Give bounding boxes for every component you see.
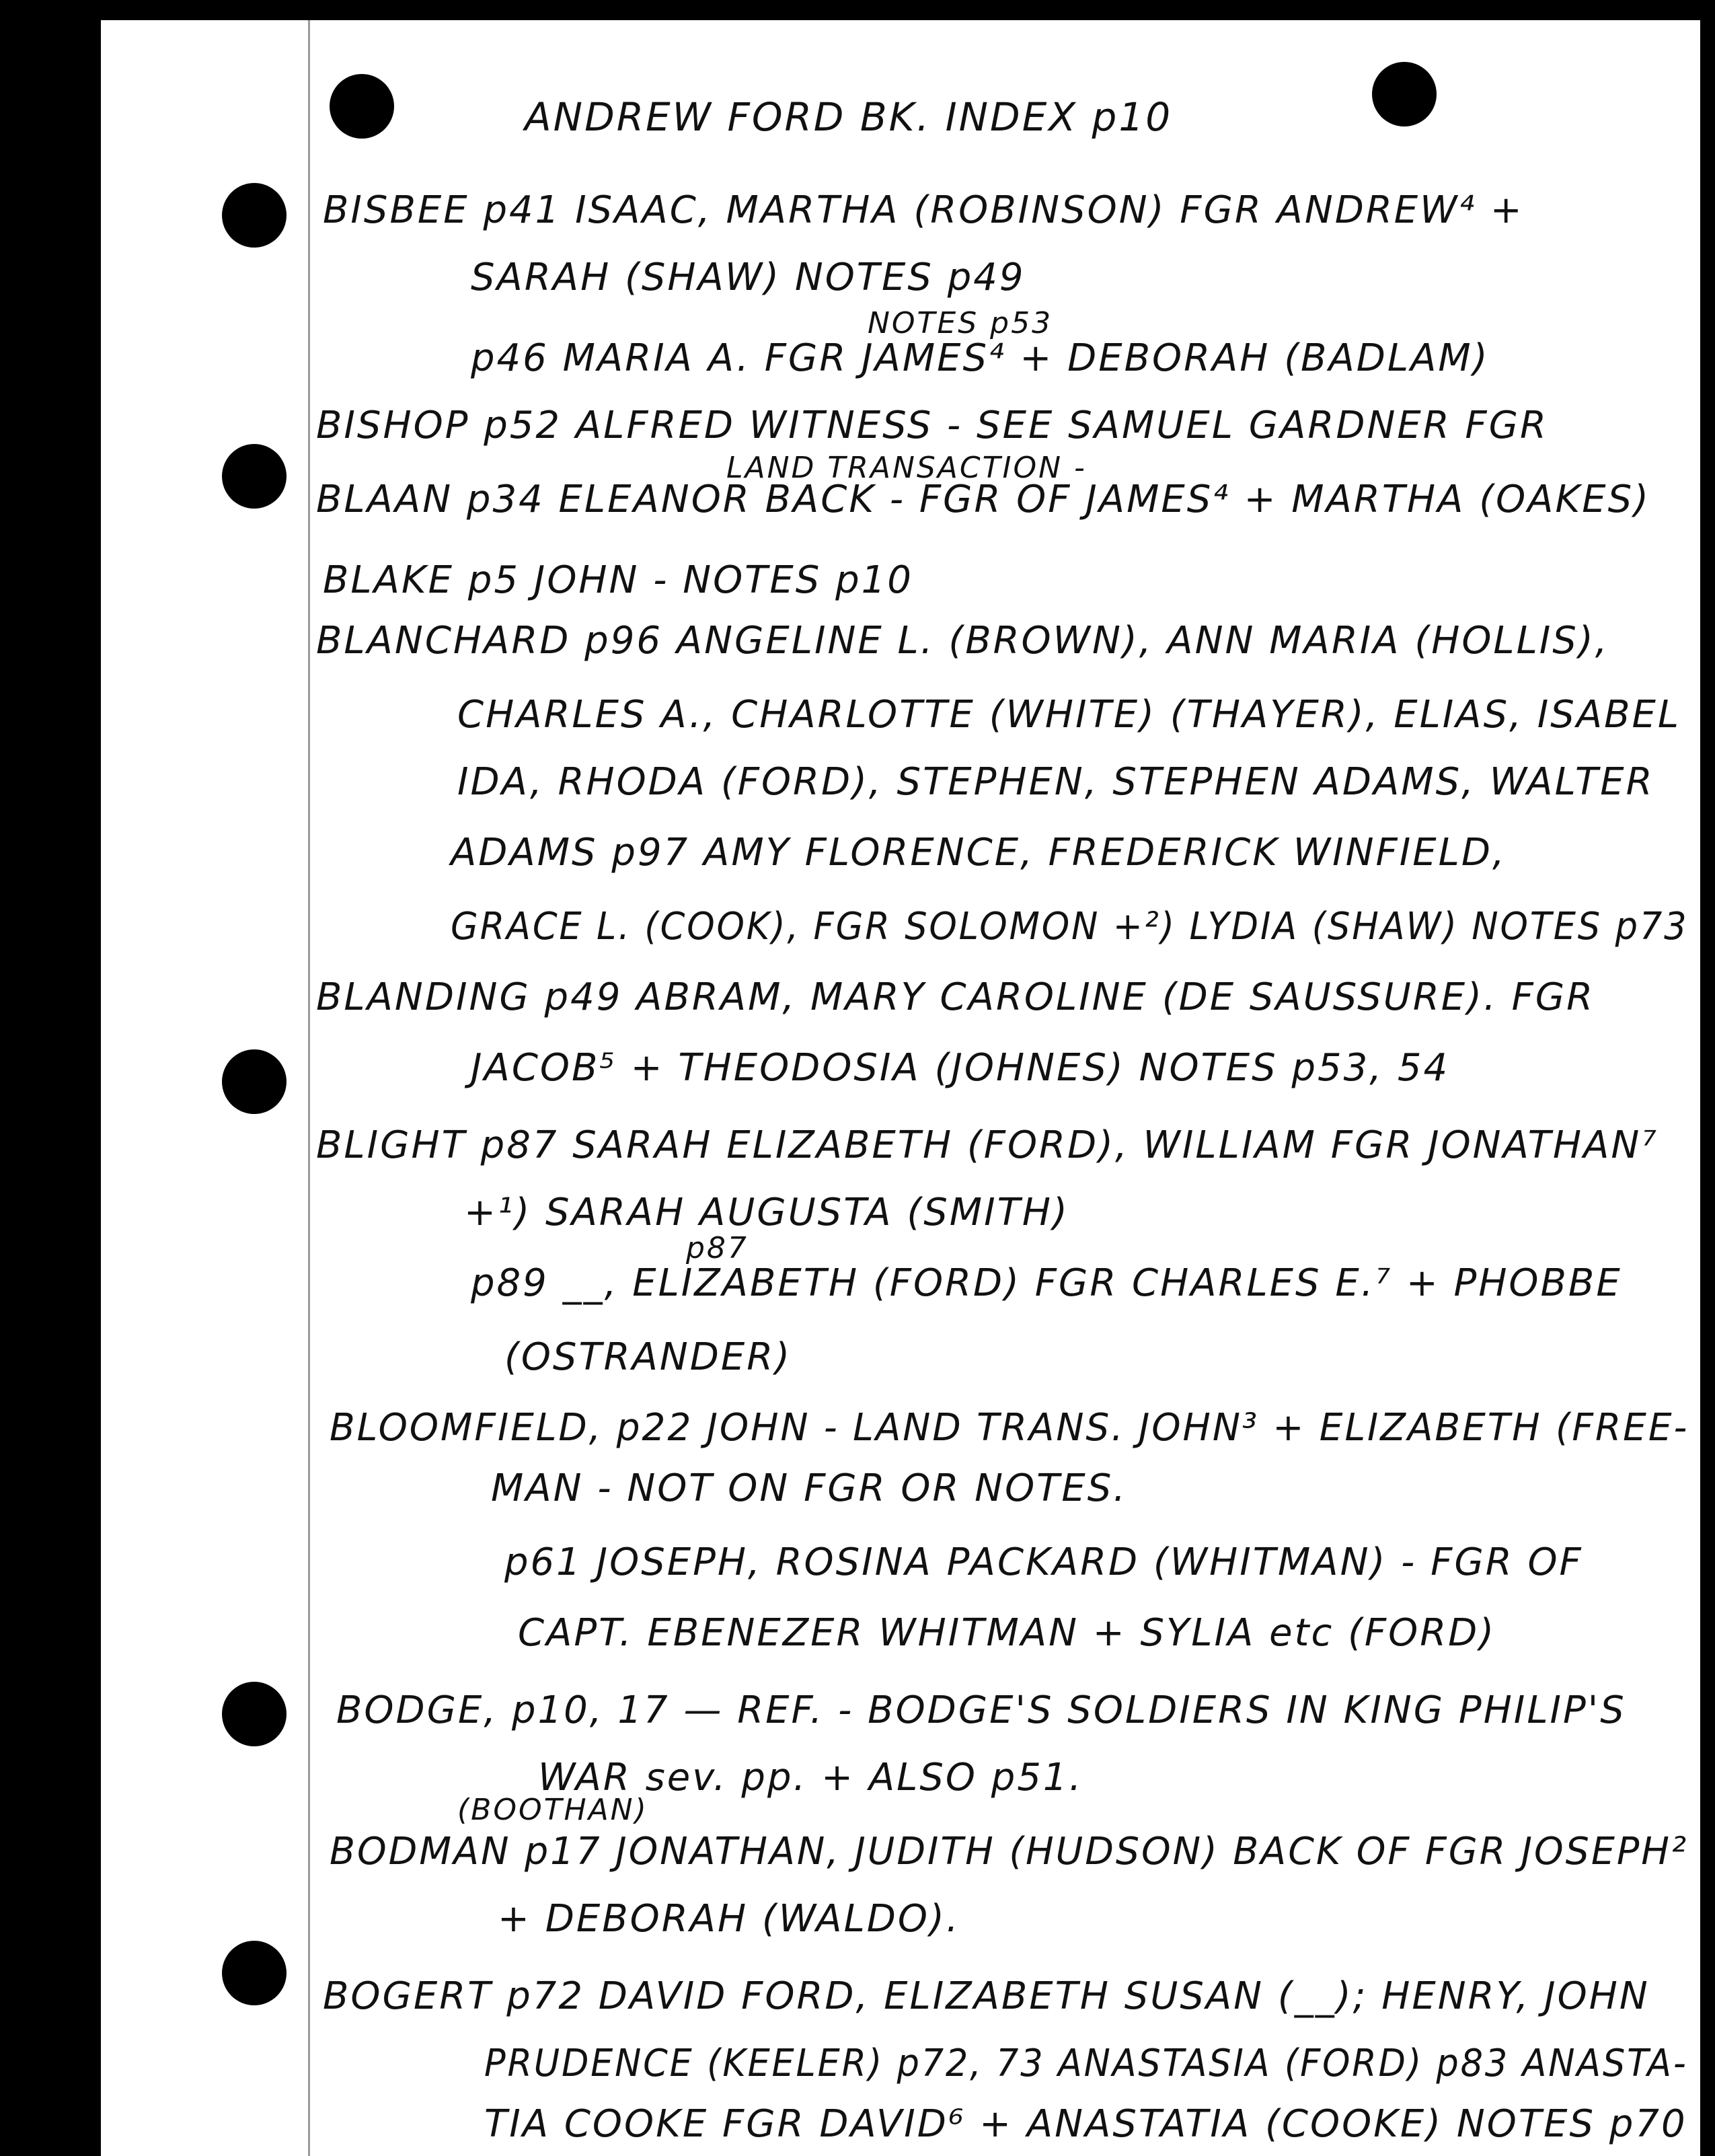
index-line: BISHOP p52 ALFRED WITNESS - SEE SAMUEL GARDNER FGR: [316, 404, 1548, 447]
index-line: PRUDENCE (KEELER) p72, 73 ANASTASIA (FORD) p83 ANASTA-: [484, 2042, 1688, 2085]
index-line: p61 JOSEPH, ROSINA PACKARD (WHITMAN) - FGR OF: [504, 1540, 1583, 1584]
index-line: p46 MARIA A. FGR JAMES⁴ + DEBORAH (BADLAM): [471, 336, 1490, 380]
index-line: TIA COOKE FGR DAVID⁶ + ANASTATIA (COOKE) NOTES p70: [484, 2102, 1687, 2146]
index-line: BLANCHARD p96 ANGELINE L. (BROWN), ANN MARIA (HOLLIS),: [316, 619, 1609, 663]
index-line: CAPT. EBENEZER WHITMAN + SYLIA etc (FORD): [518, 1611, 1496, 1655]
index-line: (OSTRANDER): [504, 1335, 792, 1379]
index-line: BLANDING p49 ABRAM, MARY CAROLINE (DE SAUSSURE). FGR: [316, 975, 1595, 1019]
index-line: BLOOMFIELD, p22 JOHN - LAND TRANS. JOHN³ + ELIZABETH (FREE-: [330, 1406, 1689, 1450]
index-line: JACOB⁵ + THEODOSIA (JOHNES) NOTES p53, 54: [471, 1046, 1450, 1090]
index-line: ADAMS p97 AMY FLORENCE, FREDERICK WINFIELD,: [451, 831, 1507, 875]
index-line: + DEBORAH (WALDO).: [498, 1897, 960, 1941]
index-line: BLAAN p34 ELEANOR BACK - FGR OF JAMES⁴ + MARTHA (OAKES): [316, 478, 1650, 521]
index-line: BODMAN p17 JONATHAN, JUDITH (HUDSON) BACK OF FGR JOSEPH²: [330, 1830, 1689, 1873]
index-line: p89 __, ELIZABETH (FORD) FGR CHARLES E.⁷ + PHOBBE: [471, 1261, 1622, 1305]
page-title: ANDREW FORD BK. INDEX p10: [525, 94, 1173, 140]
index-line: (BOOTHAN): [457, 1793, 648, 1827]
index-line: NOTES p53: [868, 306, 1053, 340]
index-line: +¹) SARAH AUGUSTA (SMITH): [464, 1191, 1069, 1234]
index-line: BLAKE p5 JOHN - NOTES p10: [323, 558, 913, 602]
index-line: BISBEE p41 ISAAC, MARTHA (ROBINSON) FGR ANDREW⁴ +: [323, 188, 1524, 232]
index-line: BOGERT p72 DAVID FORD, ELIZABETH SUSAN (__); HENRY, JOHN: [323, 1974, 1650, 2018]
index-line: IDA, RHODA (FORD), STEPHEN, STEPHEN ADAMS, WALTER: [457, 760, 1654, 804]
index-line: BLIGHT p87 SARAH ELIZABETH (FORD), WILLIAM FGR JONATHAN⁷: [316, 1123, 1659, 1167]
index-line: LAND TRANSACTION -: [726, 451, 1087, 485]
index-line: CHARLES A., CHARLOTTE (WHITE) (THAYER), ELIAS, ISABEL: [457, 693, 1681, 737]
index-line: GRACE L. (COOK), FGR SOLOMON +²) LYDIA (SHAW) NOTES p73: [451, 905, 1689, 949]
index-line: WAR sev. pp. + ALSO p51.: [538, 1756, 1083, 1799]
index-line: SARAH (SHAW) NOTES p49: [471, 256, 1026, 299]
index-line: MAN - NOT ON FGR OR NOTES.: [491, 1466, 1128, 1510]
index-line: p87: [686, 1231, 749, 1265]
index-line: BODGE, p10, 17 — REF. - BODGE'S SOLDIERS IN KING PHILIP'S: [336, 1688, 1626, 1732]
